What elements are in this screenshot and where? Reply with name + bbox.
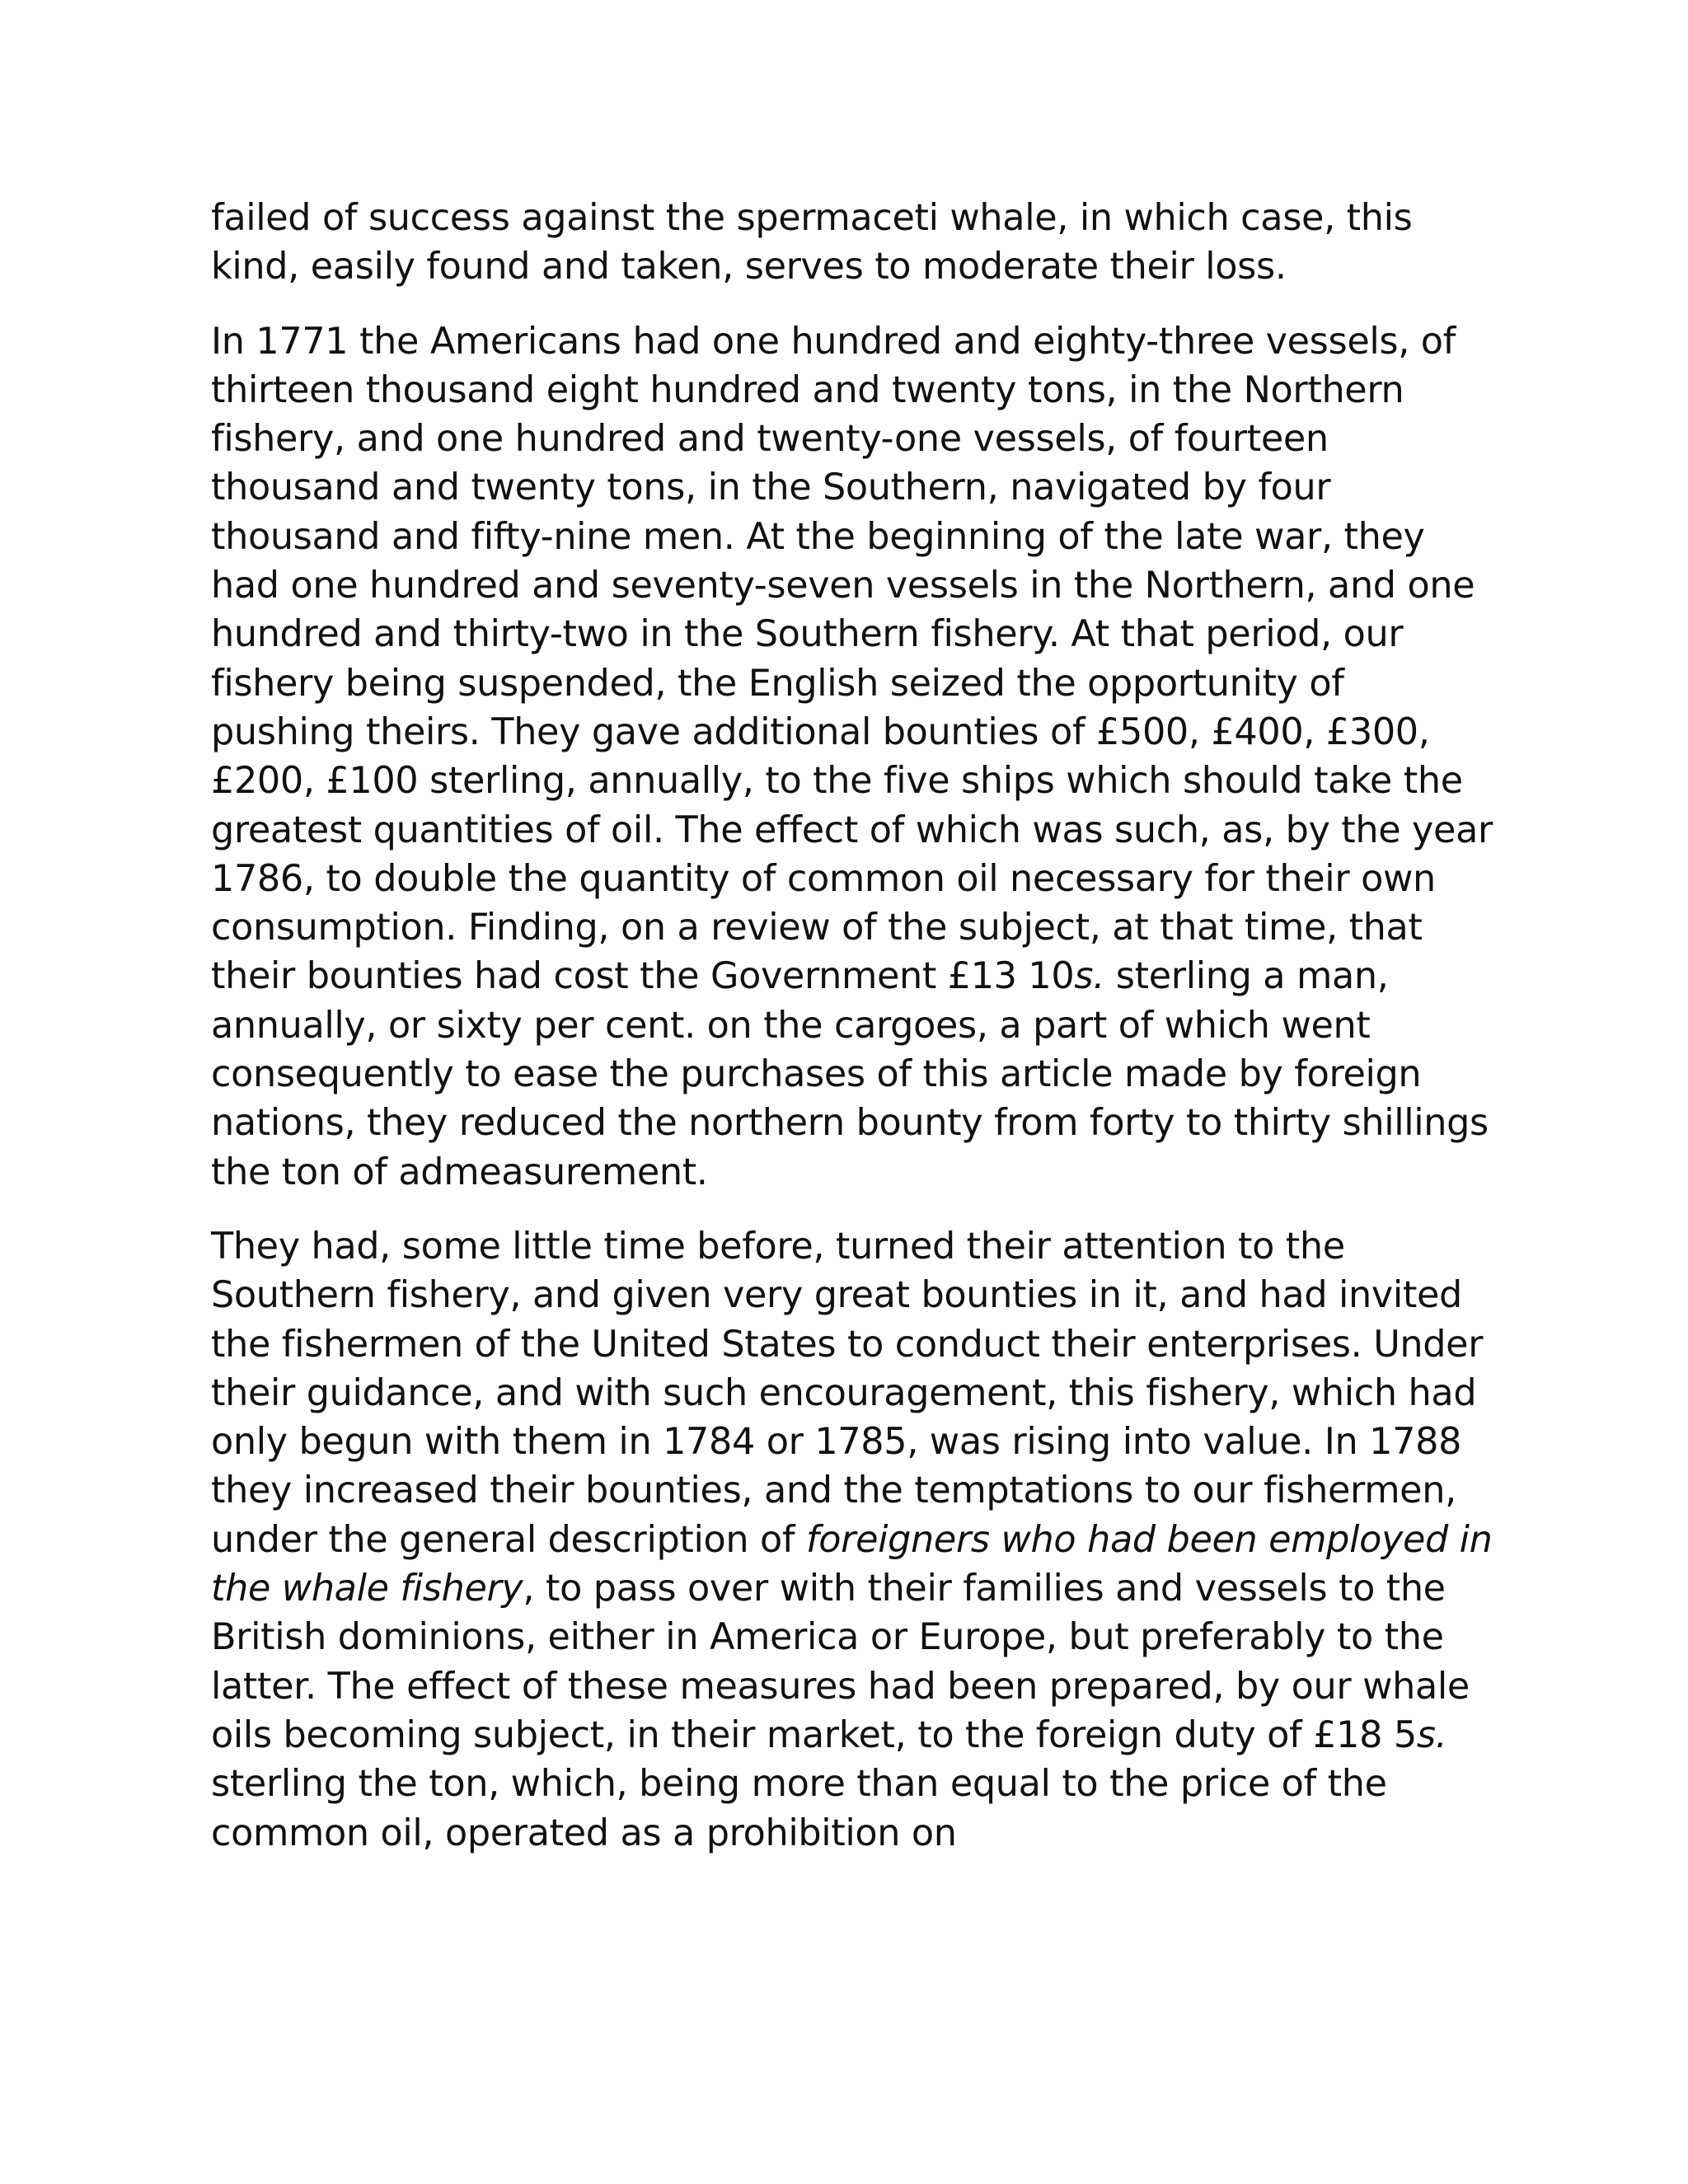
- paragraph-text: In 1771 the Americans had one hundred and eighty-three vessels, of thirteen thousand eight hundred and twenty tons, in the Northern fishery, and one hundred and twenty-one vessels, of fourteen thousand and twenty tons, in the Southern, navigated by four thousand and fifty-nine men. At the beginning of the late war, they had one hundred and seventy-seven vessels in the Northern, and one hundred and thirty-two in the Southern fishery. At that period, our fishery being suspended, the English seized the opportunity of pushing theirs. They gave additional bounties of £500, £400, £300, £200, £100 sterling, annually, to the five ships which should take the greatest quantities of oil. The effect of which was such, as, by the year 1786, to double the quantity of common oil necessary for their own consumption. Finding, on a review of the subject, at that time, that their bounties had cost the Government £13 10: [211, 320, 1493, 998]
- italic-text: s.: [1416, 1713, 1447, 1756]
- paragraph-text: sterling a man, annually, or sixty per cent. on the cargoes, a part of which went consequently to ease the purchases of this article made by foreign nations, they reduced the northern bounty from forty to thirty shillings the ton of admeasurement.: [211, 955, 1489, 1193]
- paragraph-text: They had, some little time before, turned their attention to the Southern fishery, and given very great bounties in it, and had invited the fishermen of the United States to conduct their enterprises. Under their guidance, and with such encouragement, this fishery, which had only begun with them in 1784 or 1785, was rising into value. In 1788 they increased their bounties, and the temptations to our fishermen, under the general description of: [211, 1225, 1484, 1561]
- paragraph-3: [211, 1222, 1497, 1858]
- paragraph-text: , to pass over with their families and vessels to the British dominions, either in America or Europe, but preferably to the latter. The effect of these measures had been prepared, by our whale oils becoming subject, in their market, to the foreign duty of £18 5: [211, 1568, 1470, 1756]
- paragraph-1: [211, 194, 1497, 292]
- paragraph-text: failed of success against the spermaceti whale, in which case, this kind, easily found and taken, serves to moderate their loss.: [211, 197, 1413, 288]
- italic-text: foreigners who had been employed in the whale fishery: [211, 1518, 1493, 1610]
- italic-text: s.: [1074, 955, 1105, 998]
- paragraph-text: sterling the ton, which, being more than equal to the price of the common oil, operated as a prohibition on: [211, 1763, 1387, 1854]
- paragraph-2: [211, 317, 1497, 1197]
- document-page: [211, 194, 1497, 1883]
